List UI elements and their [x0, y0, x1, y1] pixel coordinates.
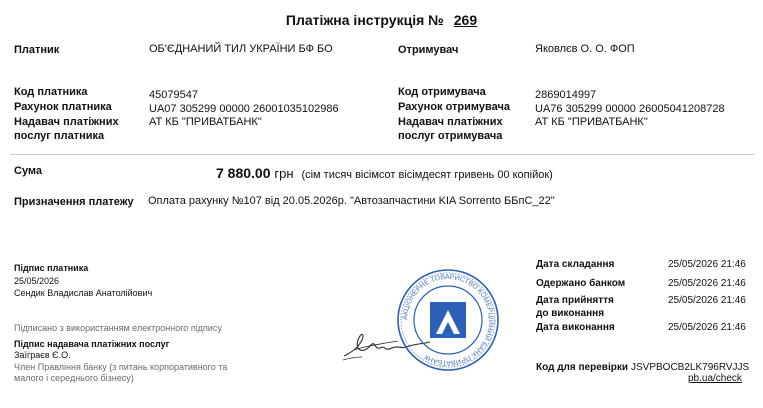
purpose-label: Призначення платежу	[14, 196, 134, 208]
bank-signer-role-2: малого і середнього бізнесу)	[14, 373, 134, 383]
date-compiled-value: 25/05/2026 21:46	[668, 259, 746, 270]
date-accepted-value: 25/05/2026 21:46	[668, 295, 746, 306]
check-code: JSVPBOCB2LK796RVJJS	[631, 362, 750, 373]
document-title	[0, 12, 763, 28]
bank-stamp	[396, 268, 500, 372]
date-compiled-label: Дата складання	[536, 259, 615, 270]
section-divider	[10, 154, 754, 155]
payer-name: ОБ'ЄДНАНИЙ ТИЛ УКРАЇНИ БФ БО	[149, 43, 333, 55]
amount-words: (сім тисяч вісімсот вісімдесят гривень 00 копійок)	[301, 169, 553, 181]
title-label: Платіжна інструкція №	[285, 12, 444, 28]
payer-signature-name: Сендик Владислав Анатолійович	[14, 288, 153, 298]
date-executed-label: Дата виконання	[536, 322, 615, 333]
payer-provider-label-2: послуг платника	[14, 130, 105, 142]
bank-signer-name: Заїграєв Є.О.	[14, 350, 71, 360]
check-code-label: Код для перевірки	[536, 362, 628, 373]
e-signature-note: Підписано з використанням електронного підпису	[14, 323, 222, 333]
purpose-text: Оплата рахунку №107 від 20.05.2026р. "Автозапчастини KIA Sorrento ББпС_22"	[148, 195, 555, 207]
recipient-code: 2869014997	[535, 89, 597, 101]
recipient-provider: АТ КБ "ПРИВАТБАНК"	[535, 116, 648, 128]
amount-line	[216, 165, 553, 181]
date-executed-value: 25/05/2026 21:46	[668, 322, 746, 333]
date-accepted-label: Дата прийняття до виконання	[536, 295, 614, 319]
recipient-name: Яковлєв О. О. ФОП	[535, 43, 635, 55]
instruction-number: 269	[453, 12, 478, 28]
payer-account: UA07 305299 00000 26001035102986	[149, 103, 339, 115]
payer-signature-label: Підпис платника	[14, 263, 89, 273]
payer-provider-label-1: Надавач платіжних	[14, 116, 119, 128]
check-link[interactable]: pb.ua/check	[688, 373, 742, 384]
recipient-account-label: Рахунок отримувача	[398, 101, 510, 113]
date-received-value: 25/05/2026 21:46	[668, 278, 746, 289]
bank-signature-label: Підпис надавача платіжних послуг	[14, 339, 170, 349]
recipient-code-label: Код отримувача	[398, 86, 486, 98]
payer-code-label: Код платника	[14, 86, 88, 98]
payer-code: 45079547	[149, 89, 198, 101]
svg-text:АКЦІОНЕРНЕ ТОВАРИСТВО КОМЕРЦІЙ: АКЦІОНЕРНЕ ТОВАРИСТВО КОМЕРЦІЙНИЙ БАНК ПРИВАТБАНК	[401, 273, 495, 367]
amount-value: 7 880.00	[216, 165, 271, 181]
payer-signature-date: 25/05/2026	[14, 276, 60, 286]
payer-provider: АТ КБ "ПРИВАТБАНК"	[149, 116, 262, 128]
recipient-provider-label-2: послуг отримувача	[398, 130, 503, 142]
recipient-account: UA76 305299 00000 26005041208728	[535, 103, 725, 115]
bank-signer-role-1: Член Правління банку (з питань корпоративного та	[14, 362, 228, 372]
payer-label: Платник	[14, 44, 60, 56]
payer-account-label: Рахунок платника	[14, 101, 112, 113]
recipient-label: Отримувач	[398, 44, 459, 56]
recipient-provider-label-1: Надавач платіжних	[398, 116, 503, 128]
amount-label: Сума	[14, 165, 43, 177]
amount-currency: грн	[274, 166, 294, 181]
date-received-label: Одержано банком	[536, 278, 626, 289]
